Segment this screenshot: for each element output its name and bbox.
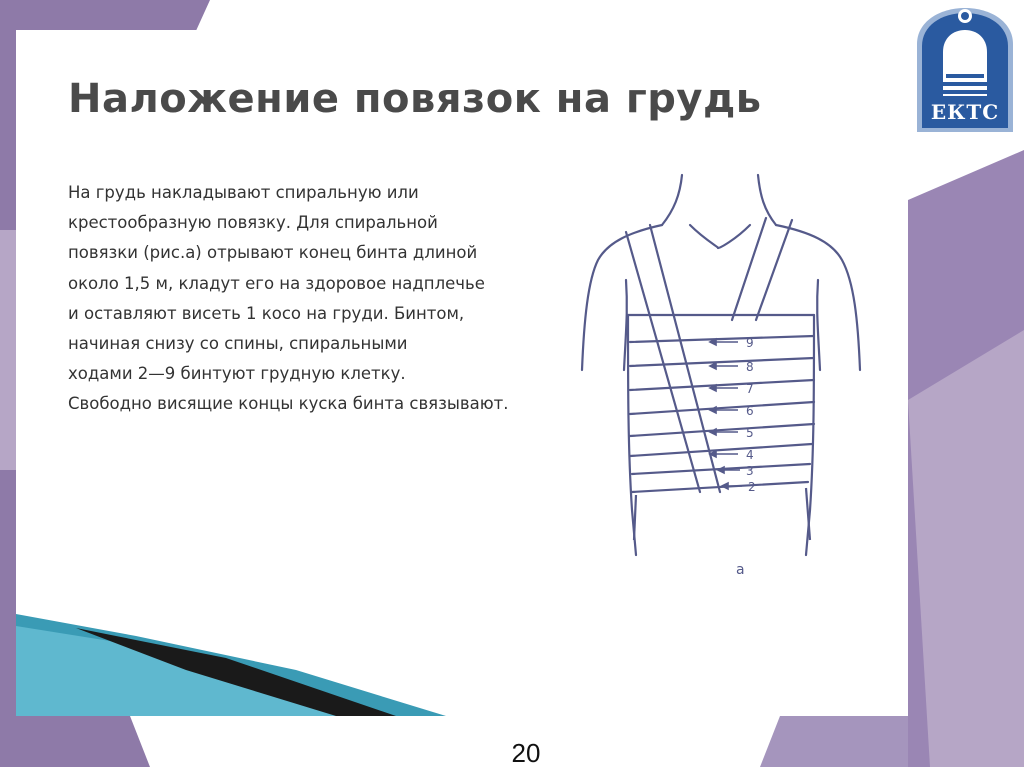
- paragraph-line: Свободно висящие концы куска бинта связывают.: [68, 394, 509, 414]
- paragraph-line: и оставляют висеть 1 косо на груди. Бинтом,: [68, 303, 465, 323]
- bg-shape-bottom-left: [0, 716, 150, 767]
- paragraph-line: На грудь накладывают спиральную или: [68, 183, 419, 202]
- turn-number: 3: [746, 464, 754, 478]
- neck-right: [758, 175, 776, 225]
- band-line: [630, 402, 814, 414]
- turn-number: 2: [748, 480, 756, 494]
- slide-title: Наложение повязок на грудь: [68, 76, 762, 122]
- torso-right-side: [806, 315, 814, 555]
- slide-paragraph: [68, 178, 578, 420]
- ektc-logo: [913, 4, 1017, 136]
- paragraph-line: крестообразную повязку. Для спиральной: [68, 213, 438, 233]
- turn-number: 9: [746, 336, 754, 350]
- page-number: 20: [511, 738, 541, 768]
- chest-bandage-illustration: [570, 170, 870, 590]
- band-line: [630, 424, 814, 436]
- turn-number: 8: [746, 360, 754, 374]
- paragraph-line: ходами 2—9 бинтуют грудную клетку.: [68, 364, 406, 384]
- band-line: [630, 336, 814, 342]
- right-arm-inner: [817, 280, 820, 370]
- collar-line: [690, 225, 750, 248]
- paragraph-line: около 1,5 м, кладут его на здоровое надплечье: [68, 273, 485, 293]
- turn-number: 7: [746, 382, 754, 396]
- bg-shape-bottom-right: [760, 716, 908, 767]
- paragraph-line: начиная снизу со спины, спиральными: [68, 333, 408, 353]
- turn-number: 4: [746, 448, 754, 462]
- turn-number: 5: [746, 426, 754, 440]
- left-arm-inner: [624, 280, 627, 370]
- figure-caption: a: [736, 562, 745, 578]
- band-line: [630, 358, 814, 366]
- turn-number: 6: [746, 404, 754, 418]
- paragraph-line: повязки (рис.а) отрывают конец бинта длиной: [68, 243, 478, 263]
- neck-left: [662, 175, 682, 225]
- left-shoulder: [582, 225, 662, 370]
- lower-body-left: [634, 495, 636, 540]
- logo-text: ЕКТС: [930, 100, 1000, 124]
